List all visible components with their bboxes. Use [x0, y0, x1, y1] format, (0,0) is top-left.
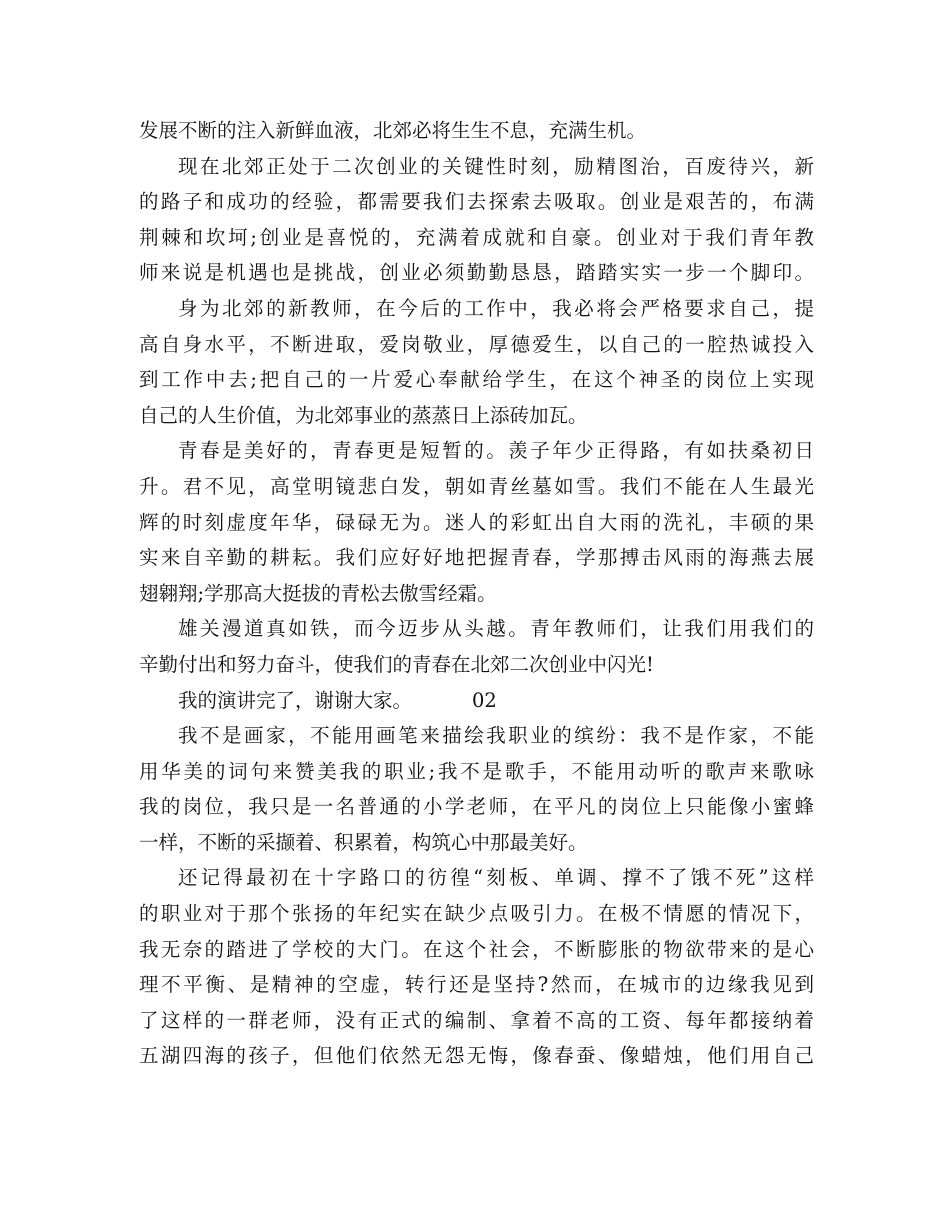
text-line: 实来自辛勤的耕耘。我们应好好地把握青春，学那搏击风雨的海燕去展 [139, 546, 814, 570]
text-line: 辛勤付出和努力奋斗，使我们的青春在北郊二次创业中闪光! [139, 652, 654, 676]
text-line: 一样，不断的采撷着、积累着，构筑心中那最美好。 [139, 830, 588, 854]
text-line: 辉的时刻虚度年华，碌碌无为。迷人的彩虹出自大雨的洗礼，丰硕的果 [139, 510, 814, 534]
text-line: 自己的人生价值，为北郊事业的蒸蒸日上添砖加瓦。 [139, 403, 588, 427]
section-number: 02 [472, 688, 497, 712]
text-line: 师来说是机遇也是挑战，创业必须勤勤恳恳，踏踏实实一步一个脚印。 [139, 261, 814, 285]
closing-line [139, 683, 814, 719]
text-line: 五湖四海的孩子，但他们依然无怨无悔，像春蚕、像蜡烛，他们用自己 [139, 1044, 814, 1068]
paragraph-first-line: 青春是美好的，青春更是短暂的。羡子年少正得路，有如扶桑初日 [178, 439, 814, 463]
text-line: 到工作中去;把自己的一片爱心奉献给学生，在这个神圣的岗位上实现 [139, 368, 814, 392]
document-page [139, 113, 814, 1074]
paragraph-first-line: 雄关漫道真如铁，而今迈步从头越。青年教师们，让我们用我们的 [178, 617, 814, 641]
paragraph-first-line: 现在北郊正处于二次创业的关键性时刻，励精图治，百废待兴，新 [178, 154, 814, 178]
text-line: 发展不断的注入新鲜血液，北郊必将生生不息，充满生机。 [139, 119, 647, 142]
text-line: 荆棘和坎坷;创业是喜悦的，充满着成就和自豪。创业对于我们青年教 [139, 225, 814, 249]
paragraph-first-line: 还记得最初在十字路口的彷徨“刻板、单调、撑不了饿不死”这样 [178, 866, 814, 890]
text-line: 升。君不见，高堂明镜悲白发，朝如青丝墓如雪。我们不能在人生最光 [139, 474, 814, 498]
text-line: 的职业对于那个张扬的年纪实在缺少点吸引力。在极不情愿的情况下， [139, 902, 814, 926]
text-line: 翅翱翔;学那高大挺拔的青松去傲雪经霜。 [139, 581, 497, 605]
closing-text: 我的演讲完了，谢谢大家。 [178, 688, 413, 712]
text-line: 了这样的一群老师，没有正式的编制、拿着不高的工资、每年都接纳着 [139, 1008, 814, 1032]
paragraph-first-line: 身为北郊的新教师，在今后的工作中，我必将会严格要求自己，提 [178, 296, 814, 320]
text-line: 理不平衡、是精神的空虚，转行还是坚持?然而，在城市的边缘我见到 [139, 973, 814, 997]
text-line: 我的岗位，我只是一名普通的小学老师，在平凡的岗位上只能像小蜜蜂 [139, 795, 814, 819]
text-line: 用华美的词句来赞美我的职业;我不是歌手，不能用动听的歌声来歌咏 [139, 759, 814, 783]
paragraph-first-line: 我不是画家，不能用画笔来描绘我职业的缤纷：我不是作家，不能 [178, 724, 814, 748]
text-line: 我无奈的踏进了学校的大门。在这个社会，不断膨胀的物欲带来的是心 [139, 937, 814, 961]
text-line: 的路子和成功的经验，都需要我们去探索去吸取。创业是艰苦的，布满 [139, 190, 814, 214]
text-line: 高自身水平，不断进取，爱岗敬业，厚德爱生，以自己的一腔热诚投入 [139, 332, 814, 356]
